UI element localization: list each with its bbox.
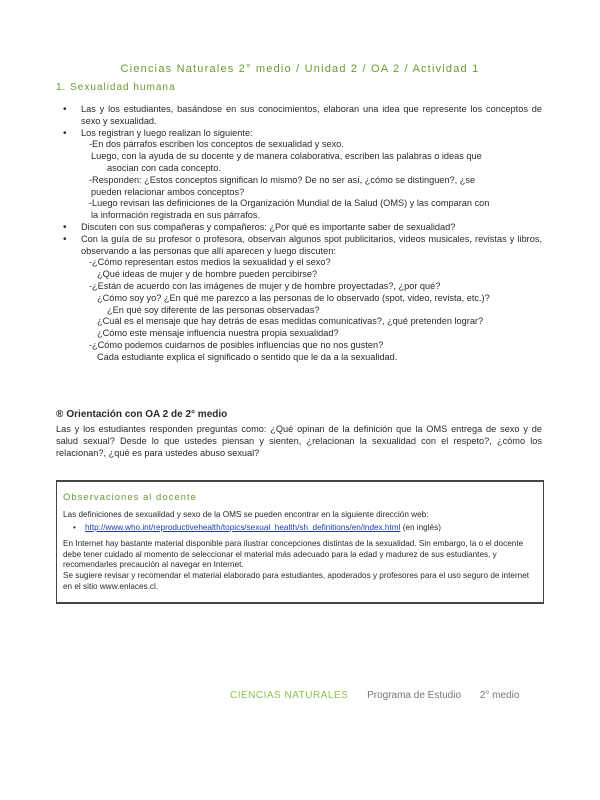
footer-grade: 2° medio — [479, 690, 520, 701]
item-text: Las y los estudiantes, basándose en sus conocimientos, elaboran una idea que represente los conceptos de sexo y sexualidad. — [81, 104, 542, 126]
footer — [230, 690, 519, 701]
list-item — [56, 234, 542, 364]
page-title: Ciencias Naturales 2° medio / Unidad 2 / OA 2 / Actividad 1 — [120, 63, 480, 75]
step-item: asocian con cada concepto. — [107, 162, 221, 173]
footer-program: Programa de Estudio — [367, 690, 462, 701]
question-item: Cada estudiante explica el significado o sentido que le da a la sexualidad. — [97, 351, 398, 362]
step-item: Luego, con la ayuda de su docente y de manera colaborativa, escriben las palabras o ideas que — [91, 151, 482, 162]
item-text: Discuten con sus compañeras y compañeros: ¿Por qué es importante saber de sexualidad? — [81, 221, 456, 232]
item-text: Los registran y luego realizan lo siguiente: — [81, 127, 253, 138]
question-item: -¿Cómo representan estos medios la sexualidad y el sexo? — [89, 257, 331, 268]
list-item — [56, 222, 542, 234]
list-item — [56, 104, 542, 128]
question-item: -¿Están de acuerdo con las imágenes de mujer y de hombre proyectadas?, ¿por qué? — [89, 280, 441, 291]
link-suffix: (en inglés) — [402, 522, 441, 532]
observations-intro: Las definiciones de sexualidad y sexo de la OMS se pueden encontrar en la siguiente dirección web: — [63, 510, 429, 519]
step-item: la información registrada en sus párrafos. — [91, 210, 261, 221]
step-item: -En dos párrafos escriben los conceptos de sexualidad y sexo. — [89, 139, 344, 150]
question-item: ¿Qué ideas de mujer y de hombre pueden percibirse? — [97, 269, 318, 280]
link-line — [63, 523, 535, 534]
question-item: ¿En qué soy diferente de las personas observadas? — [107, 304, 320, 315]
observations-title: Observaciones al docente — [63, 492, 197, 503]
step-item: -Luego revisan las definiciones de la Organización Mundial de la Salud (OMS) y las comparan con — [89, 198, 490, 209]
observations-body — [63, 510, 535, 592]
activity-list — [56, 104, 542, 364]
question-item: -¿Cómo podemos cuidarnos de posibles influencias que no nos gusten? — [89, 339, 384, 350]
question-item: ¿Cómo soy yo? ¿En qué me parezco a las personas de lo observado (spot, video, revista, etc.)? — [97, 292, 490, 303]
list-item — [56, 128, 542, 222]
question-item: ¿Cuál es el mensaje que hay detrás de esas medidas comunicativas?, ¿qué pretenden lograr? — [97, 316, 484, 327]
orientation-heading-text: Orientación con OA 2 de 2° medio — [66, 409, 228, 420]
observations-box — [56, 480, 544, 604]
observations-paragraph: En Internet hay bastante material disponible para ilustrar concepciones distintas de la sexualidad. Sin embargo, la o el docente debe tener cuidado al momento de seleccionar el material más adecuado para la edad y madurez de sus estudiantes, y recomendarles precaución al navegar en Internet. — [63, 539, 524, 570]
orientation-heading — [56, 409, 227, 420]
question-item: ¿Cómo este mensaje influencia nuestra propia sexualidad? — [97, 328, 339, 339]
oms-link[interactable]: http://www.who.int/reproductivehealth/topics/sexual_health/sh_definitions/en/index.html — [85, 522, 401, 532]
footer-brand: CIENCIAS NATURALES — [230, 690, 349, 701]
observations-paragraph: Se sugiere revisar y recomendar el material elaborado para estudiantes, apoderados y profesores para el uso seguro de internet en el sitio www.enlaces.cl. — [63, 570, 530, 591]
section-heading: 1. Sexualidad humana — [56, 82, 176, 93]
step-item: -Responden: ¿Estos conceptos significan lo mismo? De no ser así, ¿cómo se distinguen?, ¿se — [89, 174, 476, 185]
step-item: pueden relacionar ambos conceptos? — [91, 186, 245, 197]
questions-list — [81, 257, 542, 363]
steps-list — [81, 139, 542, 222]
orientation-mark: ® — [56, 409, 64, 420]
orientation-body: Las y los estudiantes responden preguntas como: ¿Qué opinan de la definición que la OMS entrega de sexo y de salud sexual? Desde lo que ustedes piensan y sienten, ¿relacionan la sexualidad con el respeto?, ¿cómo los relacionan?, ¿qué es para ustedes abuso sexual? — [56, 424, 542, 458]
item-text: • Con la guía de su profesor o profesora, observan algunos spot publicitarios, videos musicales, revistas y libros, observando a las personas que allí aparecen y luego discuten: — [81, 233, 542, 256]
